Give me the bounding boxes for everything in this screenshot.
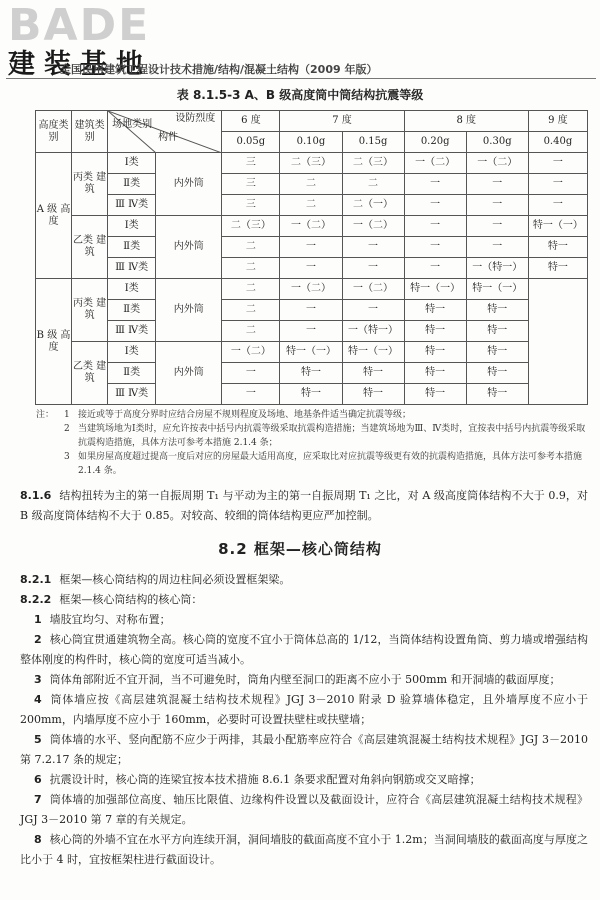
grade-cell: 特一 bbox=[280, 363, 342, 384]
item-number: 8 bbox=[34, 833, 42, 846]
grade-cell: 一 bbox=[280, 300, 342, 321]
grade-cell: 特一 bbox=[466, 300, 528, 321]
grade-cell: 一（二） bbox=[280, 279, 342, 300]
clause-8-2-2 bbox=[20, 590, 588, 610]
grade-cell: 二 bbox=[222, 321, 280, 342]
header-member: 构件 bbox=[158, 132, 179, 143]
note-3 bbox=[58, 450, 588, 478]
grade-cell: 一 bbox=[404, 174, 466, 195]
header-g040: 0.40g bbox=[528, 132, 587, 153]
item-text: 筒体角部附近不宜开洞，当不可避免时，筒角内壁至洞口的距离不应小于 500mm 和开洞墙的截面厚度； bbox=[49, 673, 561, 686]
item-text: 筒体墙的加强部位高度、轴压比限值、边缘构件设置以及截面设计，应符合《高层建筑混凝土结构技术规程》JGJ 3－2010 第 7 章的有关规定。 bbox=[20, 793, 588, 826]
note-1-text: 接近或等于高度分界时应结合房屋不规则程度及场地、地基条件适当确定抗震等级； bbox=[78, 410, 412, 420]
grade-cell: 二 bbox=[222, 279, 280, 300]
grade-cell: 特一 bbox=[280, 384, 342, 405]
clause-8-2-2-number: 8.2.2 bbox=[20, 593, 52, 606]
grade-cell: 二（一） bbox=[342, 195, 404, 216]
header-g015: 0.15g bbox=[342, 132, 404, 153]
grade-cell: 特一 bbox=[528, 237, 587, 258]
header-g010: 0.10g bbox=[280, 132, 342, 153]
running-head: 全国民用建筑工程设计技术措施/结构/混凝土结构（2009 年版） bbox=[60, 63, 378, 76]
grade-cell: 一 bbox=[280, 237, 342, 258]
grade-cell: 一（二） bbox=[222, 342, 280, 363]
grade-cell: 一 bbox=[466, 174, 528, 195]
header-g005: 0.05g bbox=[222, 132, 280, 153]
bldg-bing-a: 丙类 建筑 bbox=[72, 153, 108, 216]
grade-cell: 一 bbox=[528, 174, 587, 195]
note-1-number: 1 bbox=[64, 410, 70, 420]
note-2-number: 2 bbox=[64, 424, 70, 434]
grade-cell: 一 bbox=[404, 258, 466, 279]
header-g020: 0.20g bbox=[404, 132, 466, 153]
logo-latin: BADE bbox=[8, 0, 151, 51]
site-cell: Ⅲ Ⅳ类 bbox=[108, 258, 156, 279]
grade-cell: 一 bbox=[404, 216, 466, 237]
grade-cell: 二 bbox=[280, 195, 342, 216]
item-text: 筒体墙应按《高层建筑混凝土结构技术规程》JGJ 3－2010 附录 D 验算墙体稳定，且外墙厚度不应小于 200mm，内墙厚度不应小于 160mm，必要时可设置扶壁柱或扶壁墙； bbox=[20, 693, 588, 726]
grade-cell: 一（特一） bbox=[342, 321, 404, 342]
site-cell: Ⅱ类 bbox=[108, 174, 156, 195]
grade-cell: 特一（一） bbox=[466, 279, 528, 300]
table-row bbox=[36, 195, 588, 216]
table-row bbox=[36, 342, 588, 363]
header-deg9: 9 度 bbox=[528, 111, 587, 132]
logo-chinese: 建装基地 bbox=[8, 49, 152, 80]
grade-cell: 二（三） bbox=[342, 153, 404, 174]
site-cell: Ⅰ类 bbox=[108, 342, 156, 363]
table-row bbox=[36, 216, 588, 237]
table-row bbox=[36, 258, 588, 279]
grade-cell: 特一 bbox=[404, 384, 466, 405]
member-cell: 内外筒 bbox=[156, 216, 222, 279]
table-row bbox=[36, 363, 588, 384]
grade-cell: 一 bbox=[466, 237, 528, 258]
site-cell: Ⅲ Ⅳ类 bbox=[108, 195, 156, 216]
grade-cell: 二 bbox=[280, 174, 342, 195]
site-cell: Ⅰ类 bbox=[108, 279, 156, 300]
clause-8-1-6-number: 8.1.6 bbox=[20, 489, 52, 502]
grade-cell: 特一 bbox=[528, 258, 587, 279]
note-1 bbox=[36, 408, 588, 422]
header-intensity: 设防烈度 bbox=[175, 113, 216, 124]
grade-cell: 二 bbox=[222, 258, 280, 279]
page-header bbox=[0, 0, 600, 96]
note-3-number: 3 bbox=[64, 452, 70, 462]
grade-cell: 特一 bbox=[404, 321, 466, 342]
grade-cell: 一 bbox=[280, 321, 342, 342]
clause-8-2-1 bbox=[20, 570, 588, 590]
header-diagonal-cell bbox=[108, 111, 222, 153]
list-item bbox=[20, 790, 588, 830]
grade-cell: 三 bbox=[222, 153, 280, 174]
item-number: 5 bbox=[34, 733, 42, 746]
item-text: 核心筒宜贯通建筑物全高。核心筒的宽度不宜小于筒体总高的 1/12，当筒体结构设置角筒、剪力墙或增强结构整体刚度的构件时，核心筒的宽度可适当减小。 bbox=[20, 633, 588, 666]
header-height-category: 高度类别 bbox=[36, 111, 72, 153]
table-row bbox=[36, 174, 588, 195]
grade-cell: 一（二） bbox=[342, 216, 404, 237]
grade-cell: 特一 bbox=[466, 321, 528, 342]
header-site-category: 场地类别 bbox=[112, 119, 153, 130]
grade-cell: 特一（一） bbox=[280, 342, 342, 363]
grade-cell: 一 bbox=[404, 195, 466, 216]
grade-cell: 一 bbox=[466, 216, 528, 237]
member-cell: 内外筒 bbox=[156, 153, 222, 216]
grade-cell: 特一（一） bbox=[342, 342, 404, 363]
table-notes bbox=[36, 408, 588, 478]
header-building-category: 建筑类别 bbox=[72, 111, 108, 153]
grade-cell: 特一 bbox=[342, 363, 404, 384]
item-number: 2 bbox=[34, 633, 42, 646]
list-item bbox=[20, 630, 588, 670]
notes-lead: 注： bbox=[36, 410, 55, 420]
deg9-b-empty bbox=[528, 279, 587, 405]
grade-cell: 一 bbox=[342, 237, 404, 258]
item-text: 抗震设计时，核心筒的连梁宜按本技术措施 8.6.1 条要求配置对角斜向钢筋或交叉暗撑； bbox=[49, 773, 481, 786]
header-rule bbox=[6, 78, 596, 79]
grade-cell: 一 bbox=[528, 153, 587, 174]
site-cell: Ⅰ类 bbox=[108, 153, 156, 174]
grade-cell: 二 bbox=[222, 300, 280, 321]
site-cell: Ⅲ Ⅳ类 bbox=[108, 384, 156, 405]
clause-8-2-1-text: 框架—核心筒结构的周边柱间必须设置框架梁。 bbox=[59, 573, 291, 586]
clause-8-1-6-text: 结构扭转为主的第一自振周期 T₁ 与平动为主的第一自振周期 T₁ 之比，对 A 级高度筒体结构不大于 0.9，对 B 级高度筒体结构不大于 0.85。对较高、较细的筒体结构更应严加控制。 bbox=[20, 489, 588, 522]
table-row bbox=[36, 384, 588, 405]
clause-items bbox=[20, 610, 588, 870]
note-2-text: 当建筑场地为Ⅰ类时，应允许按表中括号内抗震等级采取抗震构造措施；当建筑场地为Ⅲ、Ⅳ类时，宜按表中括号内抗震等级采取抗震构造措施，具体方法可参考本措施 2.1.4 条； bbox=[78, 424, 586, 448]
grade-cell: 特一 bbox=[466, 384, 528, 405]
note-2 bbox=[58, 422, 588, 450]
grade-cell: 三 bbox=[222, 195, 280, 216]
item-number: 4 bbox=[34, 693, 42, 706]
grade-cell: 特一 bbox=[404, 342, 466, 363]
header-deg6: 6 度 bbox=[222, 111, 280, 132]
grade-cell: 二 bbox=[342, 174, 404, 195]
grade-cell: 二（三） bbox=[280, 153, 342, 174]
grade-cell: 特一 bbox=[404, 300, 466, 321]
table-row bbox=[36, 300, 588, 321]
header-deg7: 7 度 bbox=[280, 111, 404, 132]
grade-cell: 一（特一） bbox=[466, 258, 528, 279]
bldg-bing-b: 丙类 建筑 bbox=[72, 279, 108, 342]
grade-cell: 二（三） bbox=[222, 216, 280, 237]
site-cell: Ⅲ Ⅳ类 bbox=[108, 321, 156, 342]
grade-cell: 特一（一） bbox=[528, 216, 587, 237]
item-text: 核心筒的外墙不宜在水平方向连续开洞，洞间墙肢的截面高度不宜小于 1.2m；当洞间墙肢的截面高度与厚度之比小于 4 时，宜按框架柱进行截面设计。 bbox=[20, 833, 588, 866]
bldg-yi-b: 乙类 建筑 bbox=[72, 342, 108, 405]
site-cell: Ⅱ类 bbox=[108, 300, 156, 321]
item-text: 墙肢宜均匀、对称布置； bbox=[49, 613, 171, 626]
list-item bbox=[20, 670, 588, 690]
item-number: 6 bbox=[34, 773, 42, 786]
list-item bbox=[20, 730, 588, 770]
table-row bbox=[36, 237, 588, 258]
grade-cell: 一 bbox=[528, 195, 587, 216]
grade-cell: 一 bbox=[342, 300, 404, 321]
clause-8-2-1-number: 8.2.1 bbox=[20, 573, 52, 586]
clause-8-2-2-text: 框架—核心筒结构的核心筒： bbox=[59, 593, 203, 606]
grade-cell: 特一（一） bbox=[404, 279, 466, 300]
grade-cell: 一（二） bbox=[342, 279, 404, 300]
grade-cell: 一 bbox=[222, 384, 280, 405]
grade-cell: 一（二） bbox=[466, 153, 528, 174]
member-cell: 内外筒 bbox=[156, 342, 222, 405]
member-cell: 内外筒 bbox=[156, 279, 222, 342]
site-cell: Ⅱ类 bbox=[108, 363, 156, 384]
site-cell: Ⅱ类 bbox=[108, 237, 156, 258]
cat-a-height: A 级 高度 bbox=[36, 153, 72, 279]
section-title: 8.2 框架—核心筒结构 bbox=[218, 540, 382, 558]
cat-b-height: B 级 高度 bbox=[36, 279, 72, 405]
site-cell: Ⅰ类 bbox=[108, 216, 156, 237]
grade-cell: 一（二） bbox=[280, 216, 342, 237]
table-row bbox=[36, 153, 588, 174]
item-number: 7 bbox=[34, 793, 42, 806]
grade-cell: 一 bbox=[222, 363, 280, 384]
table-row bbox=[36, 321, 588, 342]
table-row bbox=[36, 279, 588, 300]
grade-cell: 二 bbox=[222, 237, 280, 258]
bldg-yi-a: 乙类 建筑 bbox=[72, 216, 108, 279]
grade-cell: 特一 bbox=[466, 363, 528, 384]
table-title: 表 8.1.5-3 A、B 级高度筒中筒结构抗震等级 bbox=[176, 88, 424, 102]
item-number: 3 bbox=[34, 673, 42, 686]
header-g030: 0.30g bbox=[466, 132, 528, 153]
note-3-text: 如果房屋高度超过提高一度后对应的房屋最大适用高度，应采取比对应抗震等级更有效的抗震构造措施，具体方法可参考本措施 2.1.4 条。 bbox=[78, 452, 583, 476]
list-item bbox=[20, 610, 588, 630]
clause-8-1-6 bbox=[20, 486, 588, 526]
item-number: 1 bbox=[34, 613, 42, 626]
grade-cell: 一（二） bbox=[404, 153, 466, 174]
grade-cell: 一 bbox=[280, 258, 342, 279]
grade-cell: 一 bbox=[342, 258, 404, 279]
grade-cell: 三 bbox=[222, 174, 280, 195]
item-text: 筒体墙的水平、竖向配筋不应少于两排，其最小配筋率应符合《高层建筑混凝土结构技术规程》JGJ 3－2010 第 7.2.17 条的规定； bbox=[20, 733, 588, 766]
list-item bbox=[20, 830, 588, 870]
grade-cell: 一 bbox=[466, 195, 528, 216]
grade-cell: 一 bbox=[404, 237, 466, 258]
grade-cell: 特一 bbox=[404, 363, 466, 384]
seismic-grade-table bbox=[35, 110, 588, 405]
list-item bbox=[20, 690, 588, 730]
header-deg8: 8 度 bbox=[404, 111, 528, 132]
list-item bbox=[20, 770, 588, 790]
grade-cell: 特一 bbox=[342, 384, 404, 405]
grade-cell: 特一 bbox=[466, 342, 528, 363]
